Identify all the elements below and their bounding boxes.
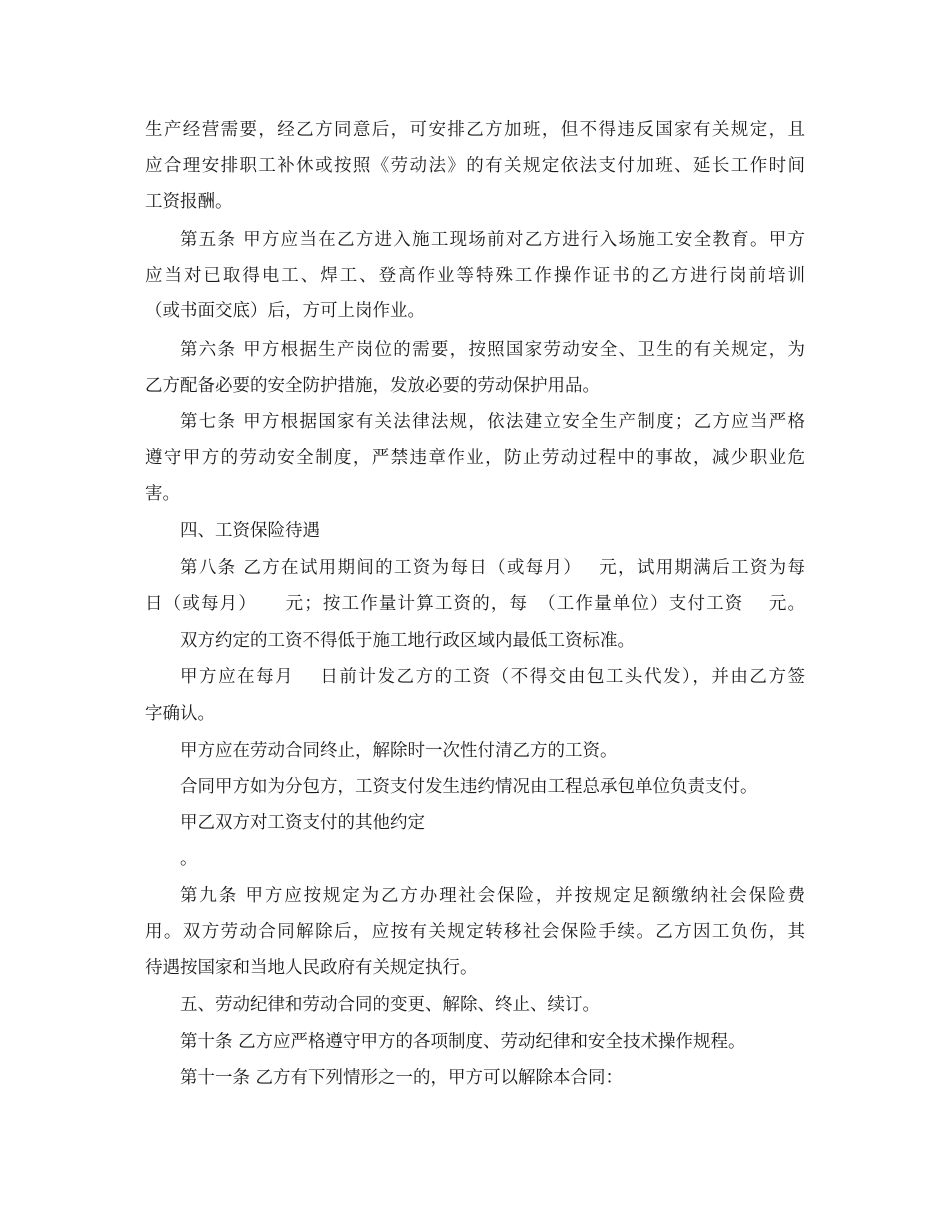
article-5-heading-line: 第五条 甲方应当在乙方进入施工现场前对乙方进行入场施工安全教育。甲方 bbox=[180, 230, 805, 250]
text-line: 遵守甲方的劳动安全制度，严禁违章作业，防止劳动过程中的事故，减少职业危 bbox=[145, 448, 805, 468]
article-7-heading-line: 第七条 甲方根据国家有关法律法规，依法建立安全生产制度；乙方应当严格 bbox=[180, 412, 805, 432]
text-line: 待遇按国家和当地人民政府有关规定执行。 bbox=[145, 958, 478, 978]
text-line: 甲方应在每月 日前计发乙方的工资（不得交由包工头代发），并由乙方签 bbox=[180, 667, 805, 687]
text-line: 应合理安排职工补休或按照《劳动法》的有关规定依法支付加班、延长工作时间 bbox=[145, 156, 805, 176]
text-line: 工资报酬。 bbox=[145, 192, 233, 212]
text-line: 合同甲方如为分包方，工资支付发生违约情况由工程总承包单位负责支付。 bbox=[180, 777, 758, 797]
text-line: 。 bbox=[180, 849, 198, 869]
text-line: 乙方配备必要的安全防护措施，发放必要的劳动保护用品。 bbox=[145, 376, 600, 396]
text-line: （或书面交底）后，方可上岗作业。 bbox=[145, 301, 425, 321]
text-line: 甲方应在劳动合同终止，解除时一次性付清乙方的工资。 bbox=[180, 741, 618, 761]
article-11-heading-line: 第十一条 乙方有下列情形之一的，甲方可以解除本合同： bbox=[180, 1068, 624, 1088]
article-8-heading-line: 第八条 乙方在试用期间的工资为每日（或每月） 元，试用期满后工资为每 bbox=[180, 558, 805, 578]
text-line: 用。双方劳动合同解除后，应按有关规定转移社会保险手续。乙方因工负伤，其 bbox=[145, 922, 805, 942]
article-9-heading-line: 第九条 甲方应按规定为乙方办理社会保险，并按规定足额缴纳社会保险费 bbox=[180, 886, 805, 906]
text-line: 日（或每月） 元；按工作量计算工资的，每 （工作量单位）支付工资 元。 bbox=[145, 594, 805, 614]
section-4-heading: 四、工资保险待遇 bbox=[180, 521, 320, 541]
article-10-heading-line: 第十条 乙方应严格遵守甲方的各项制度、劳动纪律和安全技术操作规程。 bbox=[180, 1032, 746, 1052]
text-line: 字确认。 bbox=[145, 704, 215, 724]
text-line: 生产经营需要，经乙方同意后，可安排乙方加班，但不得违反国家有关规定，且 bbox=[145, 120, 805, 140]
text-line: 双方约定的工资不得低于施工地行政区域内最低工资标准。 bbox=[180, 631, 635, 651]
section-5-heading: 五、劳动纪律和劳动合同的变更、解除、终止、续订。 bbox=[180, 995, 600, 1015]
article-6-heading-line: 第六条 甲方根据生产岗位的需要，按照国家劳动安全、卫生的有关规定，为 bbox=[180, 340, 805, 360]
text-line: 甲乙双方对工资支付的其他约定 bbox=[180, 813, 425, 833]
text-line: 害。 bbox=[145, 484, 180, 504]
text-line: 应当对已取得电工、焊工、登高作业等特殊工作操作证书的乙方进行岗前培训 bbox=[145, 266, 805, 286]
